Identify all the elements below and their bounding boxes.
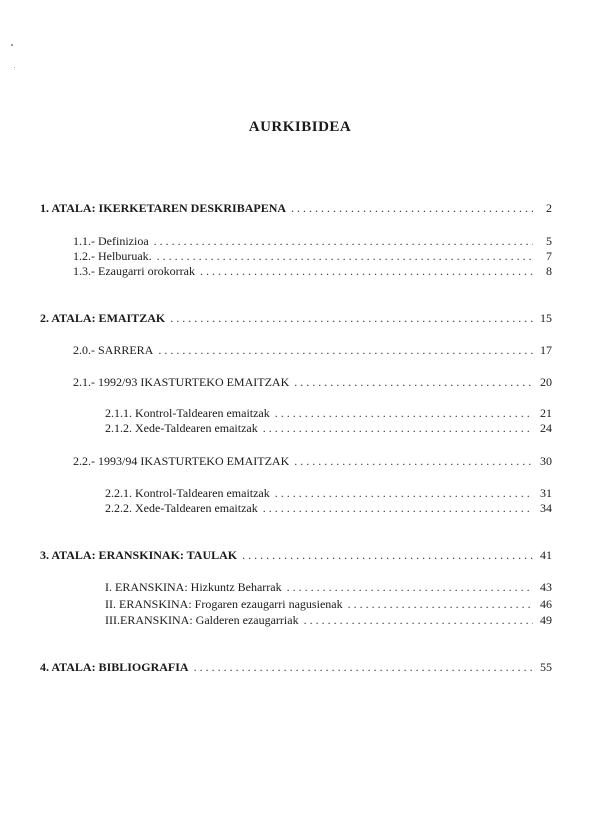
dot-leader	[287, 580, 533, 594]
dot-leader	[304, 613, 533, 627]
toc-entry-page: 2	[546, 201, 552, 215]
toc-entry-label: 1. ATALA: IKERKETAREN DESKRIBAPENA	[40, 201, 287, 215]
toc-entry-label: 2.2.- 1993/94 IKASTURTEKO EMAITZAK	[73, 454, 290, 468]
dot-leader	[158, 343, 533, 357]
toc-entry	[105, 613, 552, 627]
dot-leader	[275, 406, 533, 420]
dot-leader	[170, 311, 533, 325]
toc-entry-label: 1.2.- Helburuak.	[73, 249, 152, 263]
toc-entry-label: II. ERANSKINA: Frogaren ezaugarri nagusienak	[105, 597, 343, 611]
toc-entry	[73, 454, 552, 468]
toc-entry	[105, 597, 552, 611]
toc-entry	[40, 548, 552, 562]
dot-leader	[294, 454, 533, 468]
toc-entry	[105, 501, 552, 515]
toc-entry-label: 4. ATALA: BIBLIOGRAFIA	[40, 660, 189, 674]
toc-entry-label: 2.1.1. Kontrol-Taldearen emaitzak	[105, 406, 270, 420]
toc-entry	[73, 264, 552, 278]
toc-entry-label: 2.2.2. Xede-Taldearen emaitzak	[105, 501, 258, 515]
dot-leader	[294, 375, 533, 389]
toc-entry-page: 43	[540, 580, 552, 594]
toc-entry	[73, 234, 552, 248]
toc-entry-label: 1.3.- Ezaugarri orokorrak	[73, 264, 195, 278]
dot-leader	[154, 234, 533, 248]
toc-entry-label: 2.1.2. Xede-Taldearen emaitzak	[105, 421, 258, 435]
toc-entry	[105, 406, 552, 420]
toc-entry	[105, 580, 552, 594]
toc-entry-page: 46	[540, 597, 552, 611]
toc-entry-page: 21	[540, 406, 552, 420]
toc-entry-page: 24	[540, 421, 552, 435]
toc-entry-page: 30	[540, 454, 552, 468]
toc-entry-label: 2.1.- 1992/93 IKASTURTEKO EMAITZAK	[73, 375, 290, 389]
dot-leader	[263, 501, 533, 515]
dot-leader	[200, 264, 533, 278]
toc-entry-label: 2.0.- SARRERA	[73, 343, 154, 357]
dot-leader	[275, 486, 533, 500]
toc-entry-page: 31	[540, 486, 552, 500]
toc-entry-page: 55	[540, 660, 552, 674]
dot-leader	[242, 548, 533, 562]
toc-entry-label: 1.1.- Definizioa	[73, 234, 149, 248]
toc-entry-page: 20	[540, 375, 552, 389]
scan-speck	[11, 44, 13, 46]
toc-entry	[105, 421, 552, 435]
toc-entry	[73, 249, 552, 263]
toc-entry-page: 41	[540, 548, 552, 562]
toc-entry	[40, 311, 552, 325]
toc-entry-label: I. ERANSKINA: Hizkuntz Beharrak	[105, 580, 282, 594]
dot-leader	[157, 249, 533, 263]
toc-entry-label: III.ERANSKINA: Galderen ezaugarriak	[105, 613, 299, 627]
toc-entry-page: 8	[546, 264, 552, 278]
page-title: AURKIBIDEA	[248, 119, 352, 135]
dot-leader	[291, 201, 533, 215]
toc-entry-page: 34	[540, 501, 552, 515]
toc-entry	[105, 486, 552, 500]
toc-entry-page: 17	[540, 343, 552, 357]
toc-entry-page: 15	[540, 311, 552, 325]
toc-entry-page: 5	[546, 234, 552, 248]
toc-entry-label: 3. ATALA: ERANSKINAK: TAULAK	[40, 548, 238, 562]
dot-leader	[348, 597, 533, 611]
dot-leader	[194, 660, 533, 674]
toc-entry-page: 49	[540, 613, 552, 627]
dot-leader	[263, 421, 533, 435]
scan-speck	[14, 67, 15, 68]
toc-entry	[73, 343, 552, 357]
toc-entry-label: 2.2.1. Kontrol-Taldearen emaitzak	[105, 486, 270, 500]
toc-entry-page: 7	[546, 249, 552, 263]
toc-entry	[40, 660, 552, 674]
toc-entry-label: 2. ATALA: EMAITZAK	[40, 311, 166, 325]
toc-entry	[73, 375, 552, 389]
toc-entry	[40, 201, 552, 215]
